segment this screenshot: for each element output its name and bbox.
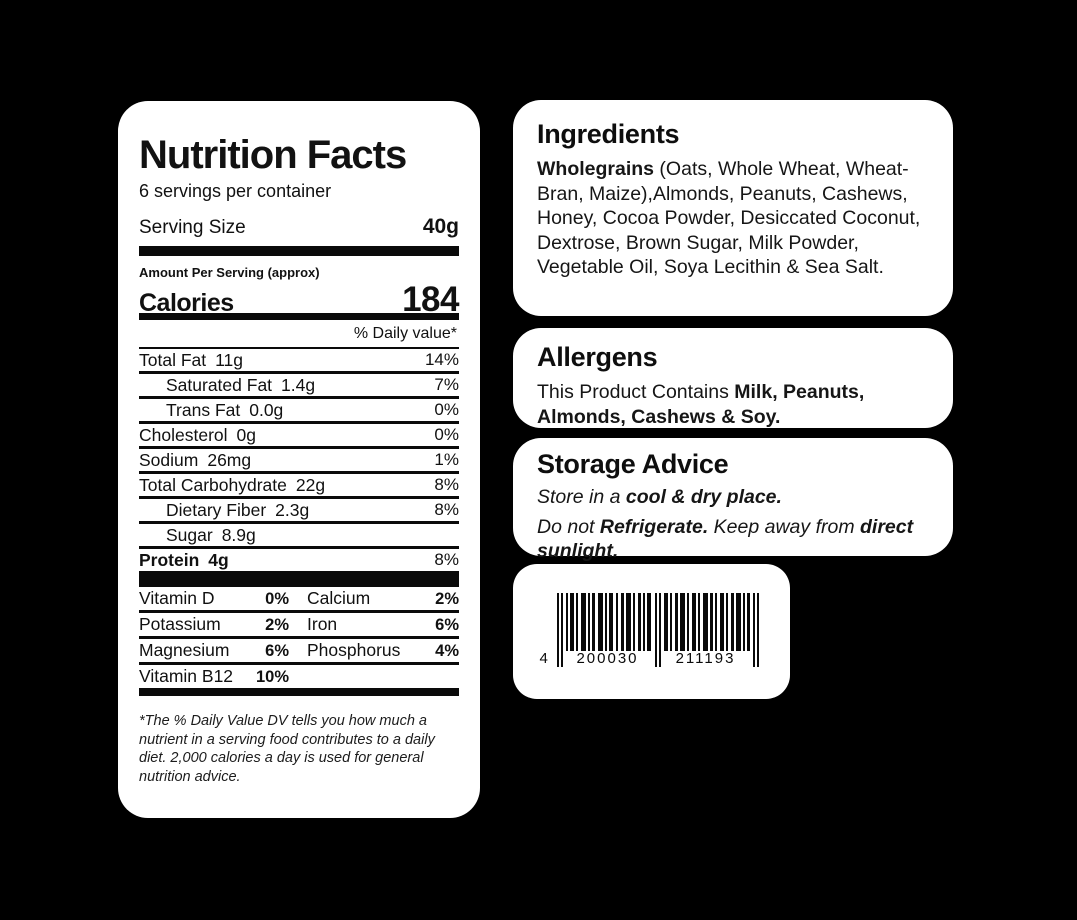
thick-divider (139, 574, 459, 587)
micronutrient-row (139, 613, 459, 639)
nutrient-dv: 1% (434, 450, 459, 469)
nutrient-dv: 14% (424, 350, 459, 369)
nutrient-dv: 8% (434, 500, 459, 519)
storage-text-bold: cool & dry place. (625, 486, 782, 508)
micronutrient-row (139, 665, 459, 691)
nutrient-dv: 8% (434, 475, 459, 494)
micronutrient-row (139, 639, 459, 665)
micronutrient-row (139, 587, 459, 613)
nutrient-label: Sugar (166, 524, 213, 545)
allergens-title: Allergens (537, 342, 658, 372)
micronutrient-value: 6% (435, 616, 459, 634)
nutrient-row-saturated-fat (139, 374, 459, 399)
ingredients-lead: Wholegrains (537, 158, 655, 180)
serving-size-label: Serving Size (139, 217, 246, 238)
allergens-card (513, 328, 953, 428)
daily-value-footnote: *The % Daily Value DV tells you how much a nutrient in a serving food contributes to a daily diet. 2,000 calories a day is used for general nutrition advice. (139, 713, 435, 785)
nutrient-amount: 11g (215, 349, 244, 370)
storage-text-bold: Refrigerate. (599, 515, 709, 538)
nutrient-label: Saturated Fat (166, 374, 273, 395)
nutrient-label: Protein (139, 549, 200, 570)
nutrient-label: Dietary Fiber (166, 499, 267, 520)
amount-per-serving-label: Amount Per Serving (approx) (139, 265, 320, 280)
storage-text-bold: direct sunlight. (537, 515, 914, 562)
nutrient-amount: 22g (295, 474, 326, 495)
calories-value: 184 (402, 280, 459, 319)
nutrient-amount: 1.4g (281, 374, 316, 395)
storage-advice-card (513, 438, 953, 562)
storage-line-1 (537, 485, 929, 510)
nutrient-label: Trans Fat (166, 399, 241, 420)
barcode-group-2: 211193 (675, 649, 736, 667)
micronutrient-label: Magnesium (139, 640, 230, 660)
nutrient-label: Total Fat (139, 349, 207, 370)
allergens-text (537, 380, 929, 429)
nutrition-facts-card (118, 101, 480, 818)
servings-per-container: 6 servings per container (139, 181, 332, 201)
nutrition-facts-title: Nutrition Facts (139, 133, 407, 177)
ingredients-body: (Oats, Whole Wheat, Wheat-Bran, Maize),Almonds, Peanuts, Cashews, Honey, Cocoa Powder, Desiccated Coconut, Dextrose, Brown Sugar, Milk Powder, Vegetable Oil, Soya Lecithin & Sea Salt. (537, 158, 921, 278)
nutrient-dv: 7% (434, 375, 459, 394)
storage-line-2 (537, 515, 929, 564)
micronutrient-label: Phosphorus (307, 640, 401, 660)
serving-size-value: 40g (422, 215, 459, 238)
ingredients-card (513, 100, 953, 316)
micronutrient-value: 2% (435, 590, 459, 608)
storage-advice-title: Storage Advice (537, 449, 729, 479)
barcode-lead-digit: 4 (539, 649, 548, 667)
calories-row (139, 280, 459, 319)
daily-value-header: % Daily value* (139, 320, 459, 349)
nutrient-row-trans-fat (139, 399, 459, 424)
nutrient-amount: 2.3g (275, 499, 310, 520)
ingredients-text (537, 157, 929, 280)
serving-size-row (139, 215, 459, 246)
nutrient-row-protein (139, 549, 459, 574)
nutrient-dv: 8% (434, 550, 459, 569)
nutrient-label: Total Carbohydrate (139, 474, 287, 495)
nutrient-row-cholesterol (139, 424, 459, 449)
calories-label: Calories (139, 289, 234, 317)
nutrient-dv: 0% (434, 400, 459, 419)
thick-divider (139, 691, 459, 696)
ingredients-title: Ingredients (537, 119, 680, 149)
nutrient-label: Sodium (139, 449, 199, 470)
micronutrient-label: Iron (307, 614, 338, 634)
nutrient-amount: 26mg (207, 449, 252, 470)
nutrient-row-dietary-fiber (139, 499, 459, 524)
nutrient-row-sugar (139, 524, 459, 549)
micronutrient-label: Potassium (139, 614, 221, 634)
storage-text: Keep away from (708, 515, 860, 538)
nutrient-row-total-fat (139, 349, 459, 374)
micronutrient-value: 2% (265, 616, 289, 634)
barcode-group-1: 200030 (576, 649, 639, 667)
nutrient-dv: 0% (434, 425, 459, 444)
barcode-card (513, 564, 790, 699)
nutrient-amount: 0g (236, 424, 256, 445)
nutrient-amount: 4g (208, 549, 229, 570)
micronutrient-value: 4% (435, 642, 459, 660)
allergens-lead: This Product Contains (537, 381, 735, 403)
ean-barcode (539, 593, 761, 671)
nutrient-label: Cholesterol (139, 424, 228, 445)
micronutrient-value: 10% (255, 668, 289, 686)
nutrient-amount: 0.0g (249, 399, 284, 420)
micronutrient-label: Vitamin B12 (139, 666, 234, 686)
nutrient-amount: 8.9g (221, 524, 256, 545)
micronutrient-value: 6% (265, 642, 289, 660)
micronutrient-value: 0% (265, 590, 289, 608)
nutrient-row-total-carbohydrate (139, 474, 459, 499)
nutrient-row-sodium (139, 449, 459, 474)
micronutrient-label: Calcium (307, 588, 371, 608)
storage-text: Store in a (537, 486, 626, 508)
storage-text: Do not (537, 515, 600, 538)
thick-divider (139, 246, 459, 256)
allergens-list: Milk, Peanuts, Almonds, Cashews & Soy. (537, 381, 865, 428)
micronutrient-label: Vitamin D (139, 588, 215, 608)
